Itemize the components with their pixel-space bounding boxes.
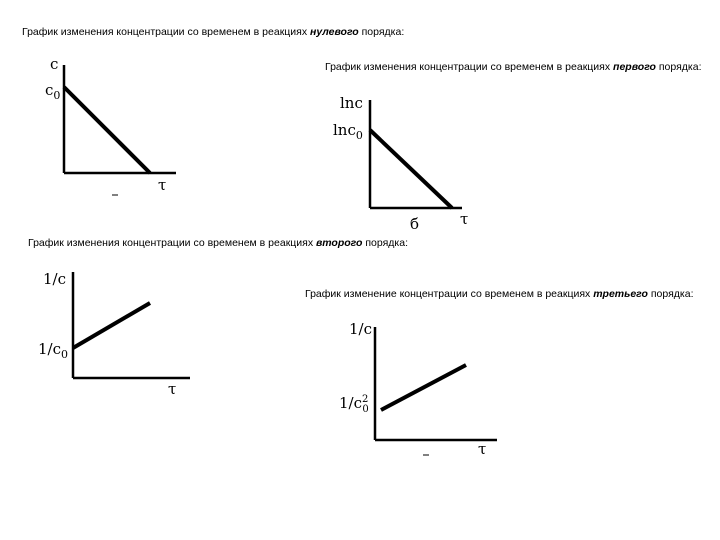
chart-third-order: [335, 312, 500, 457]
caption-emphasis: нулевого: [310, 26, 359, 38]
y-axis-label: c: [50, 55, 59, 73]
intercept-main: c: [45, 81, 54, 99]
caption-second-order: [28, 237, 408, 249]
intercept-sub: 0: [61, 348, 68, 361]
series-line: [370, 130, 452, 208]
intercept-sub: 0: [355, 129, 363, 142]
caption-third-order: [305, 288, 720, 300]
caption-text: порядка:: [362, 237, 408, 249]
caption-zero-order: [22, 26, 404, 38]
chart-zero-order: [40, 55, 190, 200]
intercept-label: [339, 394, 369, 415]
intercept-sub: 0: [53, 89, 61, 102]
intercept-main: 1/c: [38, 340, 61, 358]
intercept-sup: 2: [362, 394, 369, 405]
y-axis-label: lnc: [340, 94, 363, 112]
caption-text: порядка:: [655, 61, 702, 73]
tick-mark: б: [410, 215, 420, 233]
intercept-label: [38, 340, 68, 361]
series-line: [73, 303, 150, 348]
x-axis-label: τ: [460, 210, 469, 228]
x-axis-label: τ: [158, 176, 167, 194]
intercept-label: [333, 121, 363, 142]
caption-first-order: [325, 61, 720, 73]
y-axis-label: 1/c: [43, 270, 66, 288]
caption-emphasis: первого: [613, 61, 656, 73]
caption-emphasis: третьего: [593, 288, 648, 300]
caption-emphasis: второго: [316, 237, 363, 249]
intercept-label: [45, 81, 60, 102]
caption-text: График изменения концентрации со временем в реакциях: [325, 61, 614, 73]
caption-text: порядка:: [647, 288, 694, 300]
series-line: [381, 365, 466, 410]
caption-text: График изменение концентрации со временем в реакциях: [305, 288, 594, 300]
intercept-sub: 0: [362, 404, 369, 415]
chart-second-order: [35, 262, 195, 402]
caption-text: порядка:: [358, 26, 405, 38]
x-axis-label: τ: [168, 380, 177, 398]
series-line: [64, 87, 150, 173]
y-axis-label: 1/c: [349, 320, 372, 338]
intercept-main: lnc: [333, 121, 356, 139]
chart-first-order: [330, 90, 480, 233]
x-axis-label: τ: [478, 440, 487, 458]
caption-text: График изменения концентрации со временем в реакциях: [28, 237, 317, 249]
caption-text: График изменения концентрации со временем в реакциях: [22, 26, 311, 38]
intercept-main: 1/c: [339, 394, 362, 412]
